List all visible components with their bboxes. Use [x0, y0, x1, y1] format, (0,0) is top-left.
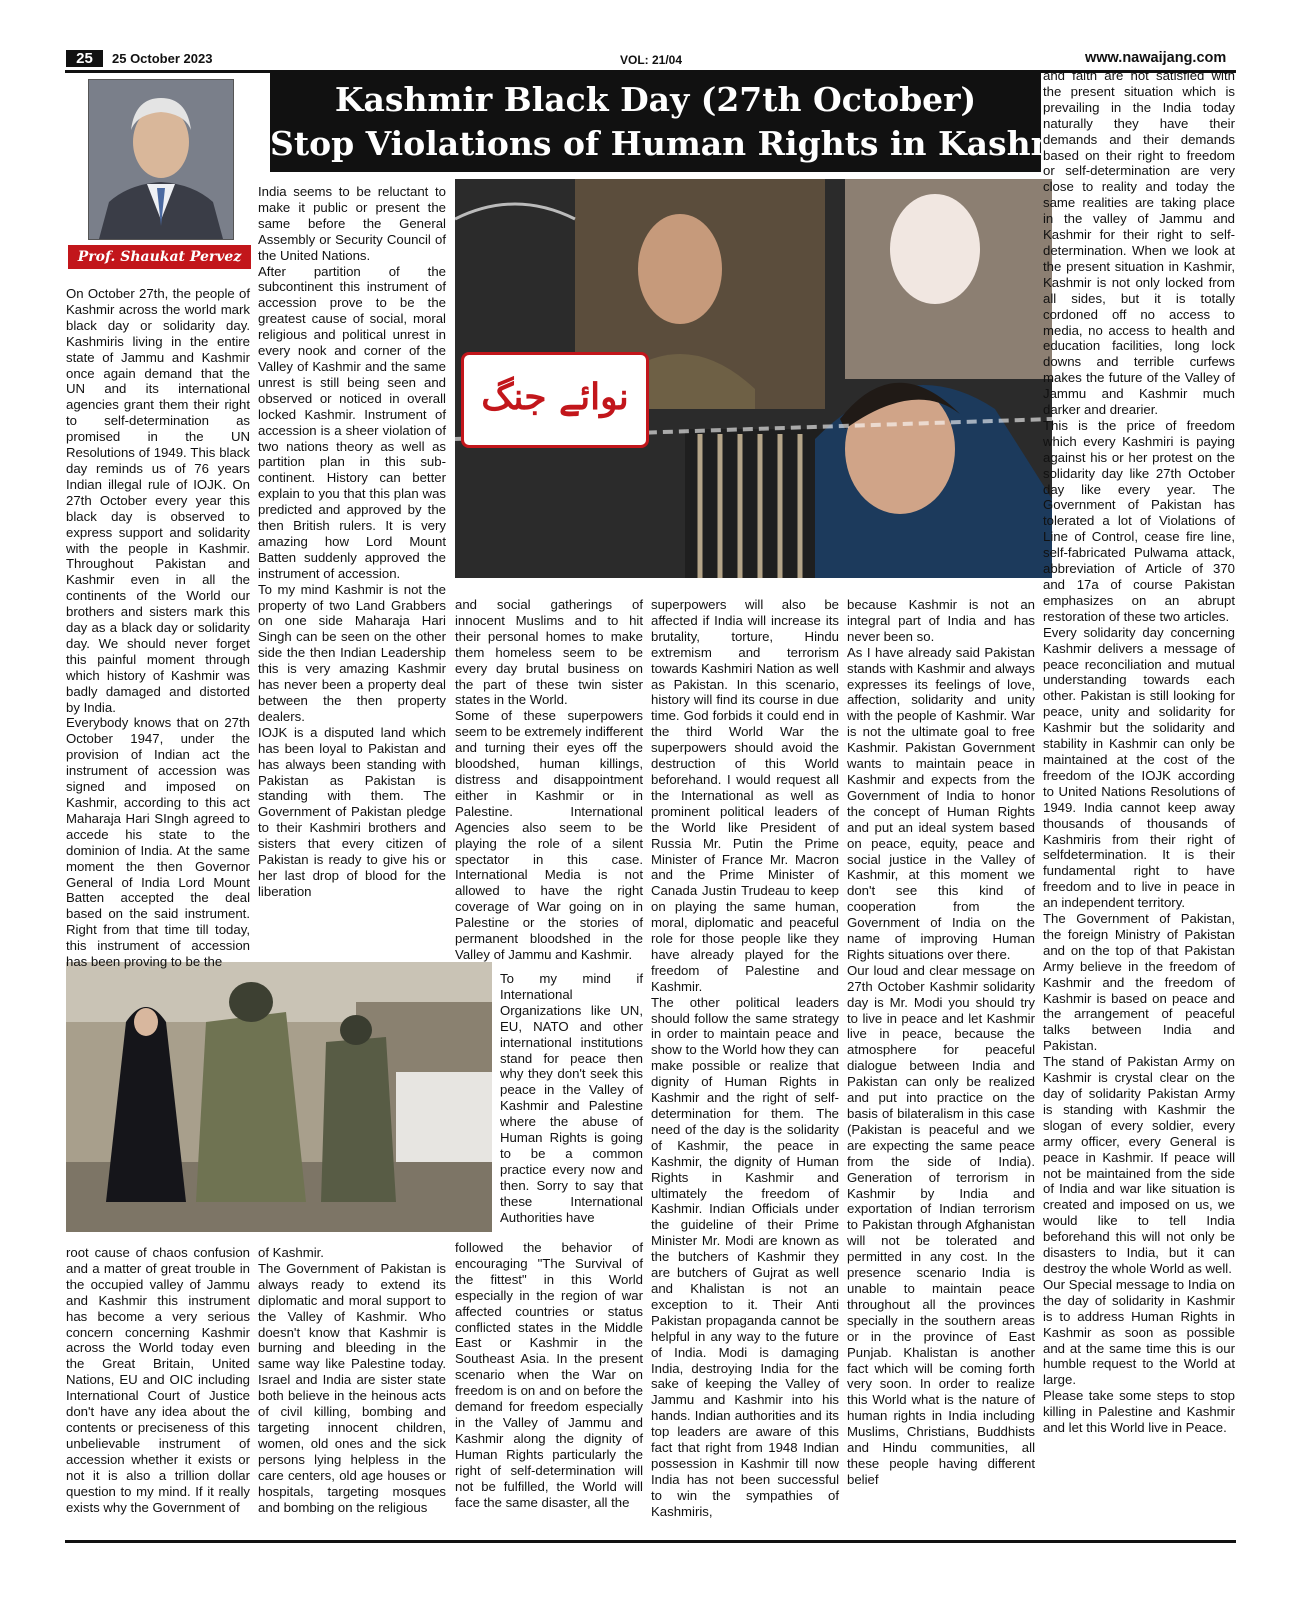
volume-label: VOL: 21/04 [620, 53, 683, 67]
article-column-1-bottom: root cause of chaos confusion and a matter of great trouble in the occupied valley of Jammu and Kashmir this instrument has become a very serious concern concerning Kashmir across the World today even the Great Britain, United Nations, EU and OIC including International Court of Justice don't have any idea about the contents or preciseness of this unbelievable instrument of accession whether it exists or not it is also a trillion dollar question to my mind. If it really exists why the Government of [66, 1245, 250, 1515]
nawai-jang-logo: نوائے جنگ [461, 352, 649, 448]
article-column-2-bottom: of Kashmir. The Government of Pakistan is always ready to extend its diplomatic and moral support to the Valley of Kashmir. Who doesn't know that Kashmir is burning and bleeding in the same way like Palestine today. Israel and India are sister state both believe in the heinous acts of civil killing, bombing and targeting innocent children, women, old ones and the sick persons lying helpless in the care centers, old age houses or hospitals, targeting mosques and bombing on the religious [258, 1245, 446, 1515]
page-number: 25 [66, 50, 103, 67]
article-column-3-bottom: followed the behavior of encouraging "The Survival of the fittest" in this World especially in the region of war affected countries or status conflicted states in the Middle East or Kashmir in the Southeast Asia. In the present scenario when the War on freedom is on and on before the demand for freedom especially in the Valley of Jammu and Kashmir along the dignity of Human Rights particularly the right of self-determination will not be fulfilled, the World will face the same disaster, all the [455, 1240, 643, 1510]
author-photo [88, 79, 234, 240]
headline-banner [270, 73, 1096, 172]
soldiers-photo [66, 962, 492, 1232]
article-column-3-middle: To my mind if International Organizations like UN, EU, NATO and other international institutions stand for peace then why they don't seek this peace in the Valley of Kashmir and Palestine where the abuse of Human Rights is going to be a common practice every now and then. Sorry to say that these International Authorities have [500, 971, 643, 1225]
article-column-2-top: India seems to be reluctant to make it public or present the same before the General Assembly or Security Council of the United Nations. After partition of the subcontinent this instrument of accession prove to be the greatest cause of social, moral religious and political unrest in every nook and corner of the Valley of Kashmir and the same unrest is still being seen and observed or noticed in overall locked Kashmir. Instrument of accession is a sheer violation of two nations theory as well as partition plan in this sub-continent. History can better explain to you that this plan was predicted and approved by the then British rulers. It is very amazing how Lord Mount Batten suddenly approved the instrument of accession. To my mind Kashmir is not the property of two Land Grabbers on one side Maharaja Hari Singh can be seen on the other side the then Indian Leadership this is very amazing Kashmir has never been a property deal between the then property dealers. IOJK is a disputed land which has been loyal to Pakistan and has always been standing with Pakistan as Pakistan is standing with them. The Government of Pakistan pledge to their Kashmiri brothers and sisters that every citizen of Pakistan is ready to give his or her last drop of blood for the liberation [258, 184, 446, 899]
soldiers-photo-graphic [66, 962, 492, 1232]
author-portrait-graphic [89, 80, 233, 239]
issue-date: 25 October 2023 [112, 51, 213, 66]
author-name-tag: Prof. Shaukat Pervez Awan [68, 245, 251, 269]
website-url: www.nawaijang.com [1085, 50, 1227, 66]
article-column-3-top: and social gatherings of innocent Muslims and to hit their personal homes to make them homeless seem to be every day brutal business on the part of these twin sister states in the World. Some of these superpowers seem to be extremely indifferent and turning their eyes off the bloodshed, human killings, distress and disappointment either in Kashmir or in Palestine. International Agencies also seem to be playing the role of a silent spectator in this case. International Media is not allowed to have the right coverage of War going on in Palestine or the stories of permanent bloodshed in the Valley of Jammu and Kashmir. [455, 597, 643, 962]
article-column-5: because Kashmir is not an integral part of India and has never been so. As I have already said Pakistan stands with Kashmir and always expresses its feelings of love, affection, solidarity and unity with the people of Kashmir. War is not the ultimate goal to free Kashmir. Pakistan Government wants to maintain peace in Kashmir and expects from the Government of India to honor the concept of Human Rights and put an ideal system based on peace, equity, peace and social justice in the Valley of Kashmir, at this moment we don't see this kind of cooperation from the Government of India on the name of improving Human Rights situations over there. Our loud and clear message on 27th October Kashmir solidarity day is Mr. Modi you should try to live in peace and let Kashmir live in peace, because the atmosphere for peaceful dialogue between India and Pakistan can only be realized and put into practice on the basis of bilateralism in this case (Pakistan is peaceful and we are expecting the same peace from the side of India). Generation of terrorism in Kashmir by India and exportation of Indian terrorism to Pakistan through Afghanistan will not be tolerated and permitted in any cost. In the presence scenario India is unable to maintain peace throughout all the provinces specially in the southern areas or in the province of East Punjab. Khalistan is another fact which will be coming forth very soon. In order to realize this World what is the nature of human rights in India including Muslims, Christians, Buddhists and Hindu communities, all these people having different belief [847, 597, 1035, 1487]
headline-line-2: Stop Violations of Human Rights in Kashmir [270, 124, 1096, 163]
article-column-4: superpowers will also be affected if India will increase its brutality, torture, Hindu extremism and terrorism towards Kashmiri Nation as well as Pakistan. In this scenario, history will find its course in due time. God forbids it could end in the third World War the superpowers should avoid the destruction of this World beforehand. I would request all the International as well as prominent political leaders of the World like President of Russia Mr. Putin the Prime Minister of France Mr. Macron and the Prime Minister of Canada Justin Trudeau to keep on playing the same human, moral, diplomatic and peaceful role for those people like they have already played for the freedom of Palestine and Kashmir. The other political leaders should follow the same strategy in order to maintain peace and show to the World how they can make possible or realize that dignity of Human Rights in Kashmir and the right of self-determination for them. The need of the day is the solidarity of Kashmir, the peace in Kashmir, the dignity of Human Rights in Kashmir and ultimately the freedom of Kashmir. Indian Officials under the guideline of their Prime Minister Mr. Modi are known as the butchers of Kashmir they are butchers of Gujrat as well and Khalistan is not an exception to it. Their Anti Pakistan propaganda cannot be helpful in any way to the future of India. Modi is damaging India, destroying India for the sake of keeping the Valley of Jammu and Kashmir into his hands. Indian authorities and its top leaders are aware of this fact that right from 1948 Indian possession in Kashmir till now India has not been successful to win the sympathies of Kashmiris, [651, 597, 839, 1519]
bottom-rule [65, 1540, 1236, 1543]
article-column-6: and faith are not satisfied with the present situation which is prevailing in the India today naturally they have their demands and their demands based on their right to freedom or self-determination are very close to reality and today the same realities are taking place in the valley of Jammu and Kashmir for their right to self-determination. When we look at the present situation in Kashmir, Kashmir is not only locked from all sides, but it is totally cordoned off no access to media, no access to health and education facilities, long lock downs and terrible curfews makes the future of the Valley of Jammu and Kashmir much darker and drearier. This is the price of freedom which every Kashmiri is paying against his or her protest on the solidarity day like 27th October day like every year. The Government of Pakistan has tolerated a lot of Violations of Line of Control, cease fire line, self-fabricated Pulwama attack, abbreviation of Article of 370 and 17a of course Pakistan emphasizes on an abrupt restoration of these two articles. Every solidarity day concerning Kashmir delivers a message of peace reconciliation and mutual understanding towards each other. Pakistan is still looking for peace, unity and solidarity for Kashmir but the solidarity and stability in Kashmir can only be maintained at the cost of the freedom of the IOJK according to United Nations Resolutions of 1949. India cannot keep away thousands of thousands of Kashmiris from their right of selfdetermination. It is their fundamental right to have freedom and to live in peace in an independent territory. The Government of Pakistan, the foreign Ministry of Pakistan and on the top of that Pakistan Army believe in the freedom of Kashmir and the freedom of Kashmir is based on peace and the arrangement of peaceful talks between India and Pakistan. The stand of Pakistan Army on Kashmir is crystal clear on the day of solidarity Pakistan Army is standing with Kashmir the slogan of every soldier, every army officer, every General is peace in Kashmir. If peace will not be maintained from the side of India and war like situation is created and imposed on us, we would like to tell India beforehand this will not only be disasters to India, but it can destroy the whole World as well. Our Special message to India on the day of solidarity in Kashmir is to address Human Rights in Kashmir as soon as possible and at the same time this is our humble request to the World at large. Please take some steps to stop killing in Palestine and Kashmir and let this World live in Peace. [1043, 68, 1235, 1436]
article-column-1-top: On October 27th, the people of Kashmir across the world mark black day or solidarity day. Kashmiris living in the entire state of Jammu and Kashmir once again demand that the UN and its international agencies grant them their right to self-determination as promised in the UN Resolutions of 1949. This black day reminds us of 76 years Indian illegal rule of IOJK. On 27th October every year this black day is observed to express support and solidarity with the people in Kashmir. Throughout Pakistan and Kashmir even in all the continents of the World our brothers and sisters mark this day as a black day or solidarity day. We should never forget this painful moment through which history of Kashmir was badly damaged and distorted by India. Everybody knows that on 27th October 1947, under the provision of Indian act the instrument of accession was signed and imposed on Kashmir, according to this act Maharaja Hari SIngh agreed to accede his state to the dominion of India. At the same moment the then Governor General of India Lord Mount Batten accepted the deal based on the said instrument. Right from that time till today, this instrument of accession has been proving to be the [66, 286, 250, 970]
headline-line-1: Kashmir Black Day (27th October) [334, 80, 977, 119]
